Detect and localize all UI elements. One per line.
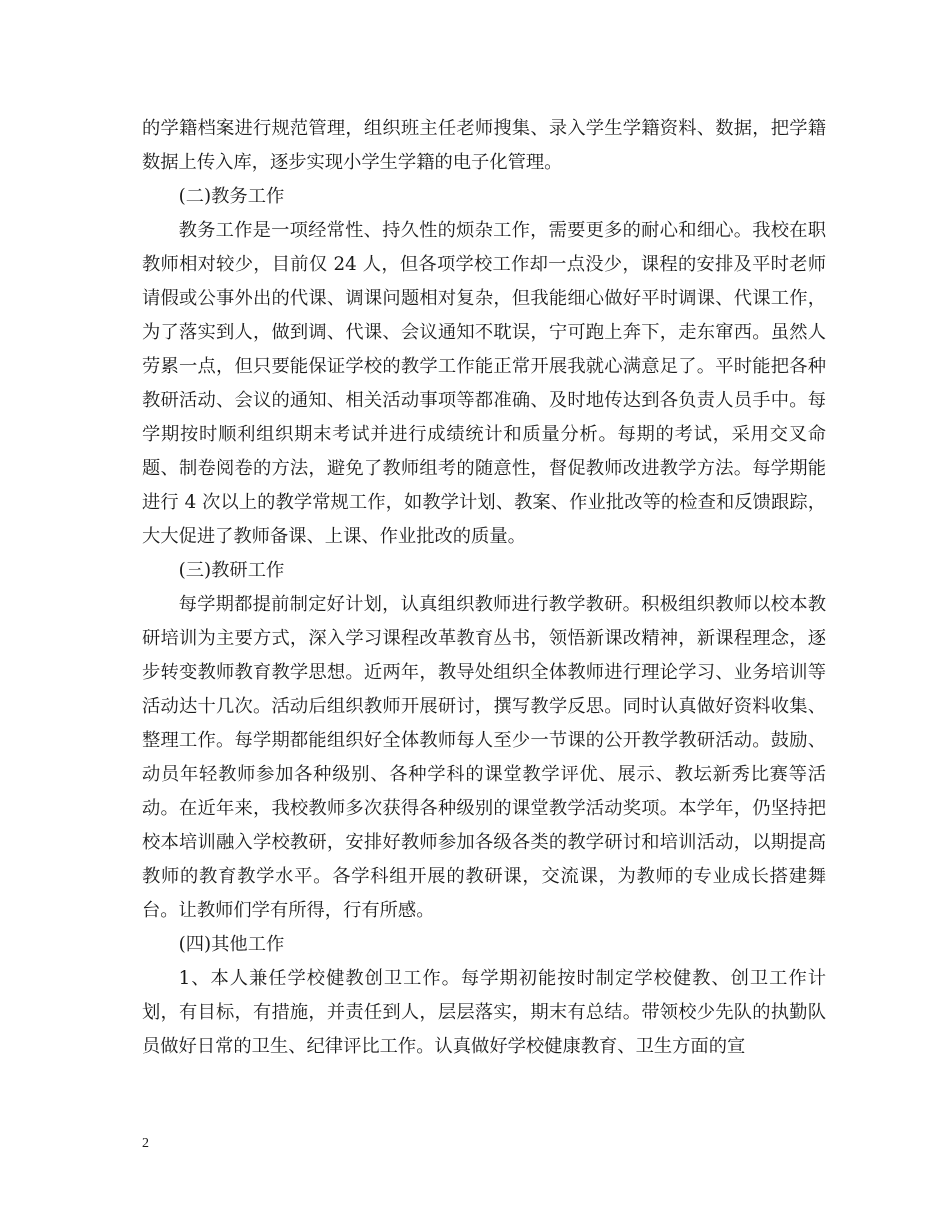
continuation-paragraph: 的学籍档案进行规范管理，组织班主任老师搜集、录入学生学籍资料、数据，把学籍数据上传入库，逐步实现小学生学籍的电子化管理。 [142,118,826,173]
paragraph-teaching-research: 每学期都提前制定好计划，认真组织教师进行教学教研。积极组织教师以校本教研培训为主要方式，深入学习课程改革教育丛书，领悟新课改精神，新课程理念，逐步转变教师教育教学思想。近两年，教导处组织全体教师进行理论学习、业务培训等活动达十几次。活动后组织教师开展研讨，撰写教学反思。同时认真做好资料收集、整理工作。每学期都能组织好全体教师每人至少一节课的公开教学教研活动。鼓励、动员年轻教师参加各种级别、各种学科的课堂教学评优、展示、教坛新秀比赛等活动。在近年来，我校教师多次获得各种级别的课堂教学活动奖项。本学年，仍坚持把校本培训融入学校教研，安排好教师参加各级各类的教学研讨和培训活动，以期提高教师的教育教学水平。各学科组开展的教研课，交流课，为教师的专业成长搭建舞台。让教师们学有所得，行有所感。 [142,594,826,921]
paragraph-academic-affairs: 教务工作是一项经常性、持久性的烦杂工作，需要更多的耐心和细心。我校在职教师相对较少，目前仅 24 人，但各项学校工作却一点没少，课程的安排及平时老师请假或公事外出的代课、调课问题相对复杂，但我能细心做好平时调课、代课工作，为了落实到人，做到调、代课、会议通知不耽误，宁可跑上奔下，走东窜西。虽然人劳累一点，但只要能保证学校的教学工作能正常开展我就心满意足了。平时能把各种教研活动、会议的通知、相关活动事项等都准确、及时地传达到各负责人员手中。每学期按时顺利组织期末考试并进行成绩统计和质量分析。每期的考试，采用交叉命题、制卷阅卷的方法，避免了教师组考的随意性，督促教师改进教学方法。每学期能进行 4 次以上的教学常规工作，如教学计划、教案、作业批改等的检查和反馈跟踪，大大促进了教师备课、上课、作业批改的质量。 [142,220,826,547]
page-number: 2 [142,1136,149,1151]
document-body [142,112,826,1064]
section-heading-teaching-research: (三)教研工作 [178,560,285,581]
section-heading-other-work: (四)其他工作 [178,934,285,955]
section-heading-academic-affairs: (二)教务工作 [178,186,285,207]
paragraph-other-work: 1、本人兼任学校健教创卫工作。每学期初能按时制定学校健教、创卫工作计划，有目标，有措施，并责任到人，层层落实，期末有总结。带领校少先队的执勤队员做好日常的卫生、纪律评比工作。认真做好学校健康教育、卫生方面的宣 [142,968,826,1057]
